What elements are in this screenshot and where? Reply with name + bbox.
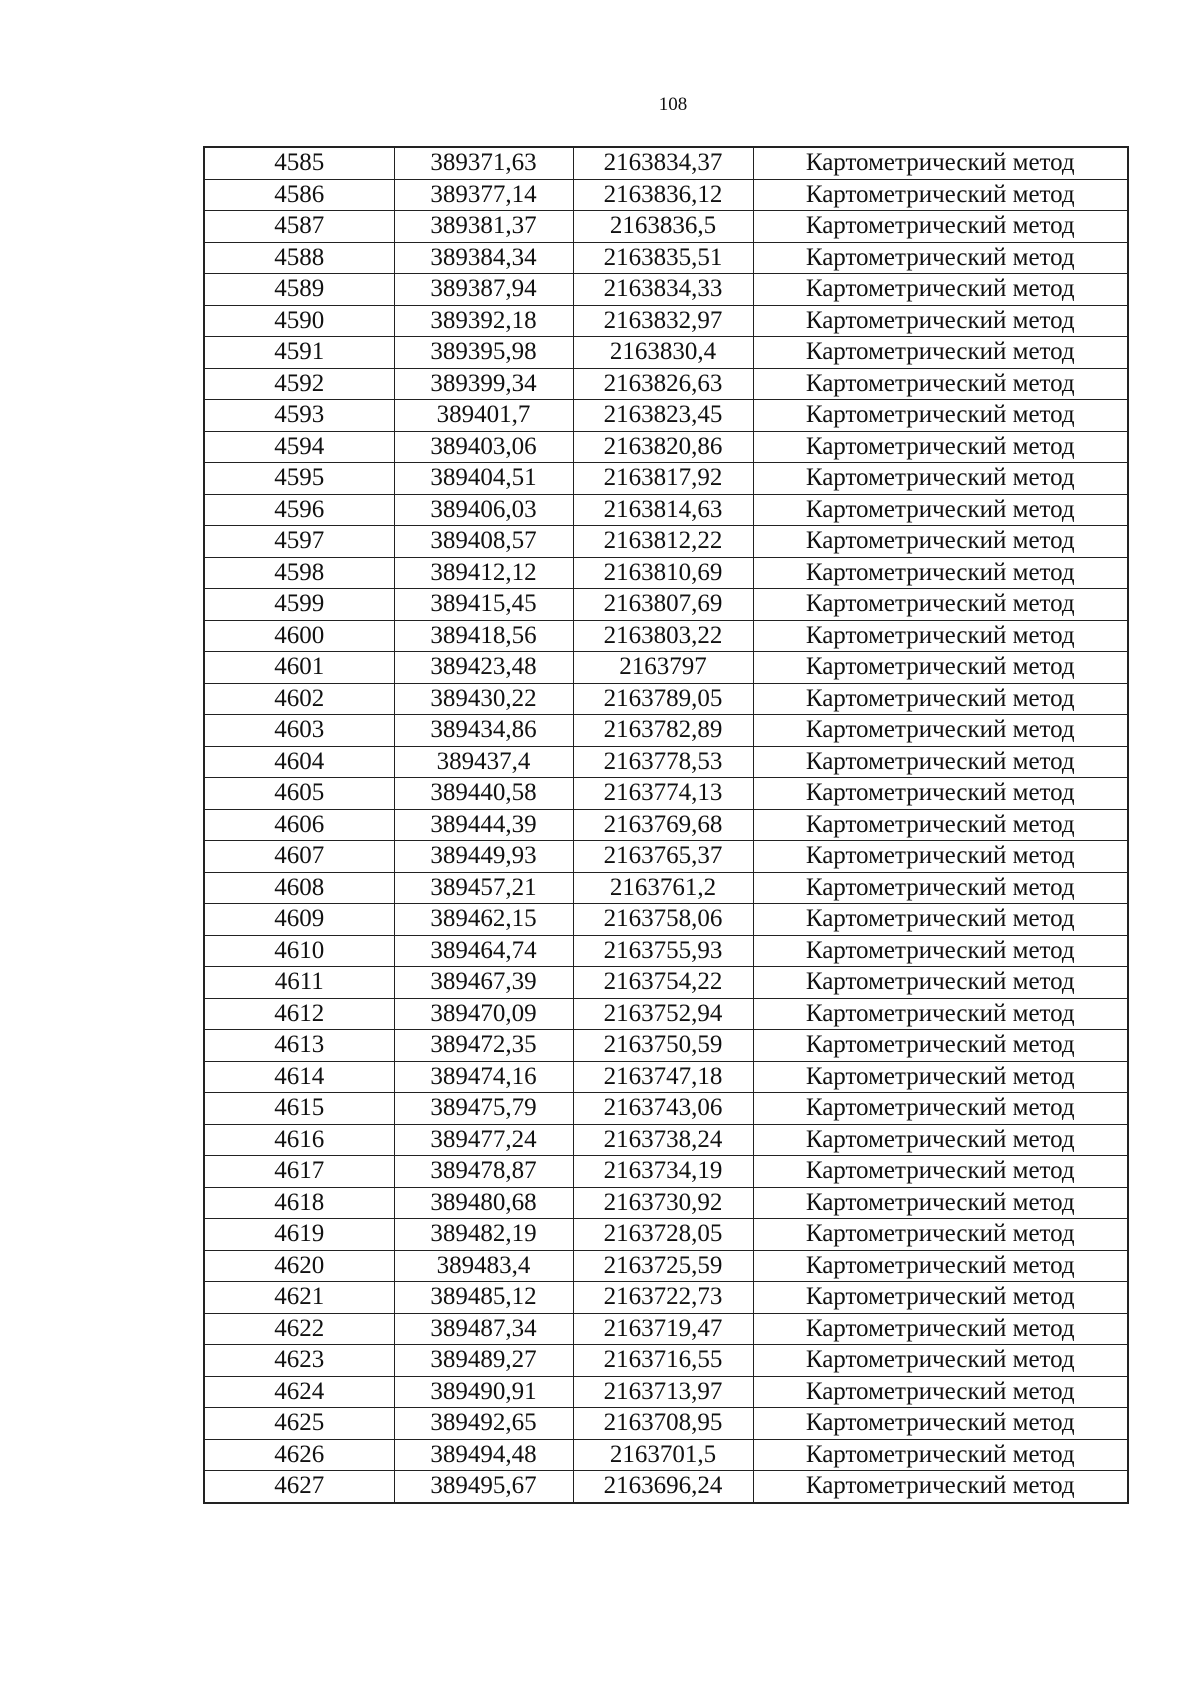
y-coordinate-cell: 2163728,05 bbox=[573, 1219, 753, 1251]
method-cell: Картометрический метод bbox=[753, 494, 1128, 526]
point-number-cell: 4603 bbox=[204, 715, 394, 747]
table-row bbox=[204, 1376, 1128, 1408]
x-coordinate-cell: 389495,67 bbox=[394, 1471, 573, 1503]
y-coordinate-cell: 2163696,24 bbox=[573, 1471, 753, 1503]
x-coordinate-cell: 389434,86 bbox=[394, 715, 573, 747]
table-row bbox=[204, 652, 1128, 684]
y-coordinate-cell: 2163747,18 bbox=[573, 1061, 753, 1093]
x-coordinate-cell: 389406,03 bbox=[394, 494, 573, 526]
method-cell: Картометрический метод bbox=[753, 904, 1128, 936]
table-row bbox=[204, 305, 1128, 337]
y-coordinate-cell: 2163812,22 bbox=[573, 526, 753, 558]
coordinates-table bbox=[203, 146, 1129, 1504]
point-number-cell: 4605 bbox=[204, 778, 394, 810]
table-row bbox=[204, 1250, 1128, 1282]
table-row bbox=[204, 715, 1128, 747]
table-row bbox=[204, 809, 1128, 841]
y-coordinate-cell: 2163797 bbox=[573, 652, 753, 684]
x-coordinate-cell: 389440,58 bbox=[394, 778, 573, 810]
y-coordinate-cell: 2163836,12 bbox=[573, 179, 753, 211]
x-coordinate-cell: 389423,48 bbox=[394, 652, 573, 684]
point-number-cell: 4606 bbox=[204, 809, 394, 841]
table-row bbox=[204, 557, 1128, 589]
point-number-cell: 4588 bbox=[204, 242, 394, 274]
x-coordinate-cell: 389399,34 bbox=[394, 368, 573, 400]
point-number-cell: 4594 bbox=[204, 431, 394, 463]
method-cell: Картометрический метод bbox=[753, 1124, 1128, 1156]
table-row bbox=[204, 1187, 1128, 1219]
point-number-cell: 4614 bbox=[204, 1061, 394, 1093]
table-row bbox=[204, 1061, 1128, 1093]
method-cell: Картометрический метод bbox=[753, 683, 1128, 715]
method-cell: Картометрический метод bbox=[753, 935, 1128, 967]
y-coordinate-cell: 2163755,93 bbox=[573, 935, 753, 967]
table-row bbox=[204, 526, 1128, 558]
point-number-cell: 4602 bbox=[204, 683, 394, 715]
point-number-cell: 4593 bbox=[204, 400, 394, 432]
x-coordinate-cell: 389490,91 bbox=[394, 1376, 573, 1408]
page-number: 108 bbox=[658, 94, 688, 115]
method-cell: Картометрический метод bbox=[753, 1219, 1128, 1251]
x-coordinate-cell: 389494,48 bbox=[394, 1439, 573, 1471]
y-coordinate-cell: 2163774,13 bbox=[573, 778, 753, 810]
table-row bbox=[204, 179, 1128, 211]
y-coordinate-cell: 2163738,24 bbox=[573, 1124, 753, 1156]
table-row bbox=[204, 1313, 1128, 1345]
method-cell: Картометрический метод bbox=[753, 1439, 1128, 1471]
point-number-cell: 4612 bbox=[204, 998, 394, 1030]
x-coordinate-cell: 389449,93 bbox=[394, 841, 573, 873]
point-number-cell: 4595 bbox=[204, 463, 394, 495]
table-row bbox=[204, 683, 1128, 715]
y-coordinate-cell: 2163810,69 bbox=[573, 557, 753, 589]
table-row bbox=[204, 1345, 1128, 1377]
point-number-cell: 4623 bbox=[204, 1345, 394, 1377]
table-row bbox=[204, 1439, 1128, 1471]
x-coordinate-cell: 389430,22 bbox=[394, 683, 573, 715]
y-coordinate-cell: 2163754,22 bbox=[573, 967, 753, 999]
method-cell: Картометрический метод bbox=[753, 778, 1128, 810]
x-coordinate-cell: 389470,09 bbox=[394, 998, 573, 1030]
point-number-cell: 4618 bbox=[204, 1187, 394, 1219]
method-cell: Картометрический метод bbox=[753, 305, 1128, 337]
x-coordinate-cell: 389415,45 bbox=[394, 589, 573, 621]
x-coordinate-cell: 389371,63 bbox=[394, 147, 573, 179]
method-cell: Картометрический метод bbox=[753, 368, 1128, 400]
method-cell: Картометрический метод bbox=[753, 967, 1128, 999]
y-coordinate-cell: 2163782,89 bbox=[573, 715, 753, 747]
point-number-cell: 4598 bbox=[204, 557, 394, 589]
method-cell: Картометрический метод bbox=[753, 872, 1128, 904]
y-coordinate-cell: 2163826,63 bbox=[573, 368, 753, 400]
x-coordinate-cell: 389485,12 bbox=[394, 1282, 573, 1314]
method-cell: Картометрический метод bbox=[753, 179, 1128, 211]
method-cell: Картометрический метод bbox=[753, 1250, 1128, 1282]
x-coordinate-cell: 389387,94 bbox=[394, 274, 573, 306]
table-row bbox=[204, 337, 1128, 369]
method-cell: Картометрический метод bbox=[753, 1376, 1128, 1408]
x-coordinate-cell: 389418,56 bbox=[394, 620, 573, 652]
x-coordinate-cell: 389482,19 bbox=[394, 1219, 573, 1251]
y-coordinate-cell: 2163807,69 bbox=[573, 589, 753, 621]
point-number-cell: 4620 bbox=[204, 1250, 394, 1282]
y-coordinate-cell: 2163730,92 bbox=[573, 1187, 753, 1219]
point-number-cell: 4621 bbox=[204, 1282, 394, 1314]
table-row bbox=[204, 1124, 1128, 1156]
point-number-cell: 4609 bbox=[204, 904, 394, 936]
point-number-cell: 4586 bbox=[204, 179, 394, 211]
x-coordinate-cell: 389403,06 bbox=[394, 431, 573, 463]
method-cell: Картометрический метод bbox=[753, 1187, 1128, 1219]
point-number-cell: 4625 bbox=[204, 1408, 394, 1440]
table-row bbox=[204, 1093, 1128, 1125]
method-cell: Картометрический метод bbox=[753, 1061, 1128, 1093]
method-cell: Картометрический метод bbox=[753, 431, 1128, 463]
table-row bbox=[204, 368, 1128, 400]
point-number-cell: 4624 bbox=[204, 1376, 394, 1408]
y-coordinate-cell: 2163722,73 bbox=[573, 1282, 753, 1314]
table-row bbox=[204, 620, 1128, 652]
table-row bbox=[204, 1156, 1128, 1188]
table-row bbox=[204, 242, 1128, 274]
table-row bbox=[204, 1471, 1128, 1503]
table-row bbox=[204, 463, 1128, 495]
point-number-cell: 4600 bbox=[204, 620, 394, 652]
x-coordinate-cell: 389483,4 bbox=[394, 1250, 573, 1282]
y-coordinate-cell: 2163835,51 bbox=[573, 242, 753, 274]
method-cell: Картометрический метод bbox=[753, 1345, 1128, 1377]
x-coordinate-cell: 389437,4 bbox=[394, 746, 573, 778]
y-coordinate-cell: 2163734,19 bbox=[573, 1156, 753, 1188]
table-row bbox=[204, 431, 1128, 463]
x-coordinate-cell: 389392,18 bbox=[394, 305, 573, 337]
y-coordinate-cell: 2163789,05 bbox=[573, 683, 753, 715]
y-coordinate-cell: 2163823,45 bbox=[573, 400, 753, 432]
x-coordinate-cell: 389472,35 bbox=[394, 1030, 573, 1062]
table-row bbox=[204, 872, 1128, 904]
x-coordinate-cell: 389480,68 bbox=[394, 1187, 573, 1219]
x-coordinate-cell: 389404,51 bbox=[394, 463, 573, 495]
y-coordinate-cell: 2163830,4 bbox=[573, 337, 753, 369]
table-row bbox=[204, 211, 1128, 243]
coordinates-table-body bbox=[204, 147, 1128, 1503]
table-row bbox=[204, 274, 1128, 306]
method-cell: Картометрический метод bbox=[753, 715, 1128, 747]
y-coordinate-cell: 2163803,22 bbox=[573, 620, 753, 652]
method-cell: Картометрический метод bbox=[753, 746, 1128, 778]
x-coordinate-cell: 389444,39 bbox=[394, 809, 573, 841]
point-number-cell: 4591 bbox=[204, 337, 394, 369]
table-row bbox=[204, 841, 1128, 873]
x-coordinate-cell: 389487,34 bbox=[394, 1313, 573, 1345]
y-coordinate-cell: 2163765,37 bbox=[573, 841, 753, 873]
y-coordinate-cell: 2163713,97 bbox=[573, 1376, 753, 1408]
method-cell: Картометрический метод bbox=[753, 242, 1128, 274]
point-number-cell: 4619 bbox=[204, 1219, 394, 1251]
point-number-cell: 4589 bbox=[204, 274, 394, 306]
point-number-cell: 4585 bbox=[204, 147, 394, 179]
method-cell: Картометрический метод bbox=[753, 652, 1128, 684]
y-coordinate-cell: 2163820,86 bbox=[573, 431, 753, 463]
x-coordinate-cell: 389384,34 bbox=[394, 242, 573, 274]
x-coordinate-cell: 389475,79 bbox=[394, 1093, 573, 1125]
point-number-cell: 4599 bbox=[204, 589, 394, 621]
method-cell: Картометрический метод bbox=[753, 1030, 1128, 1062]
method-cell: Картометрический метод bbox=[753, 1156, 1128, 1188]
x-coordinate-cell: 389477,24 bbox=[394, 1124, 573, 1156]
x-coordinate-cell: 389467,39 bbox=[394, 967, 573, 999]
table-row bbox=[204, 494, 1128, 526]
x-coordinate-cell: 389401,7 bbox=[394, 400, 573, 432]
x-coordinate-cell: 389489,27 bbox=[394, 1345, 573, 1377]
table-row bbox=[204, 778, 1128, 810]
point-number-cell: 4626 bbox=[204, 1439, 394, 1471]
table-row bbox=[204, 1282, 1128, 1314]
method-cell: Картометрический метод bbox=[753, 337, 1128, 369]
method-cell: Картометрический метод bbox=[753, 1471, 1128, 1503]
table-row bbox=[204, 1408, 1128, 1440]
y-coordinate-cell: 2163708,95 bbox=[573, 1408, 753, 1440]
point-number-cell: 4587 bbox=[204, 211, 394, 243]
method-cell: Картометрический метод bbox=[753, 211, 1128, 243]
table-row bbox=[204, 967, 1128, 999]
y-coordinate-cell: 2163834,37 bbox=[573, 147, 753, 179]
table-row bbox=[204, 746, 1128, 778]
y-coordinate-cell: 2163769,68 bbox=[573, 809, 753, 841]
x-coordinate-cell: 389395,98 bbox=[394, 337, 573, 369]
method-cell: Картометрический метод bbox=[753, 274, 1128, 306]
y-coordinate-cell: 2163752,94 bbox=[573, 998, 753, 1030]
method-cell: Картометрический метод bbox=[753, 557, 1128, 589]
point-number-cell: 4622 bbox=[204, 1313, 394, 1345]
method-cell: Картометрический метод bbox=[753, 1408, 1128, 1440]
point-number-cell: 4596 bbox=[204, 494, 394, 526]
y-coordinate-cell: 2163836,5 bbox=[573, 211, 753, 243]
y-coordinate-cell: 2163778,53 bbox=[573, 746, 753, 778]
x-coordinate-cell: 389462,15 bbox=[394, 904, 573, 936]
y-coordinate-cell: 2163716,55 bbox=[573, 1345, 753, 1377]
point-number-cell: 4592 bbox=[204, 368, 394, 400]
point-number-cell: 4608 bbox=[204, 872, 394, 904]
point-number-cell: 4627 bbox=[204, 1471, 394, 1503]
method-cell: Картометрический метод bbox=[753, 620, 1128, 652]
point-number-cell: 4613 bbox=[204, 1030, 394, 1062]
point-number-cell: 4611 bbox=[204, 967, 394, 999]
table-row bbox=[204, 1030, 1128, 1062]
method-cell: Картометрический метод bbox=[753, 589, 1128, 621]
point-number-cell: 4607 bbox=[204, 841, 394, 873]
y-coordinate-cell: 2163834,33 bbox=[573, 274, 753, 306]
y-coordinate-cell: 2163719,47 bbox=[573, 1313, 753, 1345]
point-number-cell: 4610 bbox=[204, 935, 394, 967]
method-cell: Картометрический метод bbox=[753, 809, 1128, 841]
method-cell: Картометрический метод bbox=[753, 147, 1128, 179]
x-coordinate-cell: 389381,37 bbox=[394, 211, 573, 243]
table-row bbox=[204, 400, 1128, 432]
point-number-cell: 4590 bbox=[204, 305, 394, 337]
point-number-cell: 4601 bbox=[204, 652, 394, 684]
y-coordinate-cell: 2163750,59 bbox=[573, 1030, 753, 1062]
x-coordinate-cell: 389377,14 bbox=[394, 179, 573, 211]
method-cell: Картометрический метод bbox=[753, 998, 1128, 1030]
table-row bbox=[204, 904, 1128, 936]
x-coordinate-cell: 389492,65 bbox=[394, 1408, 573, 1440]
method-cell: Картометрический метод bbox=[753, 400, 1128, 432]
method-cell: Картометрический метод bbox=[753, 463, 1128, 495]
y-coordinate-cell: 2163761,2 bbox=[573, 872, 753, 904]
point-number-cell: 4615 bbox=[204, 1093, 394, 1125]
y-coordinate-cell: 2163814,63 bbox=[573, 494, 753, 526]
y-coordinate-cell: 2163725,59 bbox=[573, 1250, 753, 1282]
y-coordinate-cell: 2163832,97 bbox=[573, 305, 753, 337]
x-coordinate-cell: 389474,16 bbox=[394, 1061, 573, 1093]
table-row bbox=[204, 935, 1128, 967]
method-cell: Картометрический метод bbox=[753, 1282, 1128, 1314]
x-coordinate-cell: 389478,87 bbox=[394, 1156, 573, 1188]
table-row bbox=[204, 147, 1128, 179]
x-coordinate-cell: 389457,21 bbox=[394, 872, 573, 904]
x-coordinate-cell: 389408,57 bbox=[394, 526, 573, 558]
y-coordinate-cell: 2163817,92 bbox=[573, 463, 753, 495]
y-coordinate-cell: 2163743,06 bbox=[573, 1093, 753, 1125]
x-coordinate-cell: 389412,12 bbox=[394, 557, 573, 589]
point-number-cell: 4616 bbox=[204, 1124, 394, 1156]
table-row bbox=[204, 589, 1128, 621]
point-number-cell: 4604 bbox=[204, 746, 394, 778]
y-coordinate-cell: 2163758,06 bbox=[573, 904, 753, 936]
table-row bbox=[204, 1219, 1128, 1251]
y-coordinate-cell: 2163701,5 bbox=[573, 1439, 753, 1471]
point-number-cell: 4597 bbox=[204, 526, 394, 558]
point-number-cell: 4617 bbox=[204, 1156, 394, 1188]
method-cell: Картометрический метод bbox=[753, 526, 1128, 558]
method-cell: Картометрический метод bbox=[753, 1313, 1128, 1345]
x-coordinate-cell: 389464,74 bbox=[394, 935, 573, 967]
method-cell: Картометрический метод bbox=[753, 1093, 1128, 1125]
method-cell: Картометрический метод bbox=[753, 841, 1128, 873]
table-row bbox=[204, 998, 1128, 1030]
